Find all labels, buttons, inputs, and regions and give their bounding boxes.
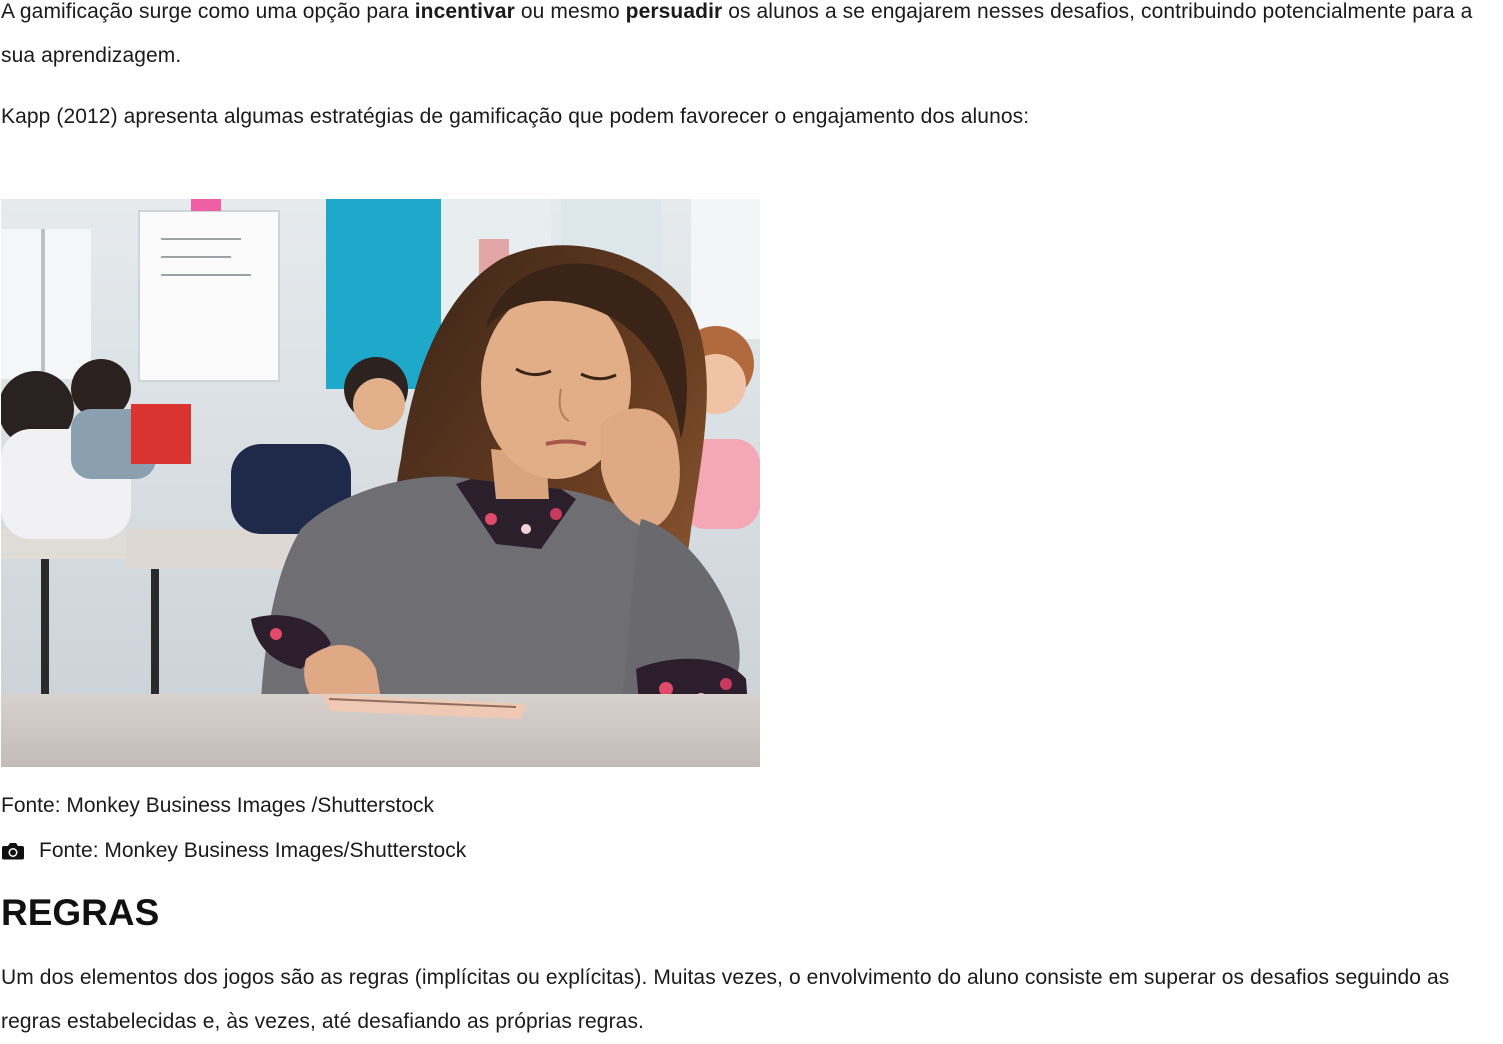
intro-bold-incentivar: incentivar xyxy=(414,0,515,23)
kapp-paragraph: Kapp (2012) apresenta algumas estratégias de gamificação que podem favorecer o engajamento dos alunos: xyxy=(1,105,1030,128)
intro-text-2: ou mesmo xyxy=(514,0,626,23)
section-title: REGRAS xyxy=(1,892,160,933)
bored-student-illustration xyxy=(1,199,760,767)
camera-icon xyxy=(1,842,25,860)
intro-text-3: os alunos a se engajarem nesses desafios, contribuindo potencialmente para a sua aprendizagem. xyxy=(1,0,1473,67)
figure-credit-text: Fonte: Monkey Business Images/Shutterstock xyxy=(39,839,467,862)
figure-caption: Fonte: Monkey Business Images /Shutterstock xyxy=(1,794,435,817)
intro-text-1: A gamificação surge como uma opção para xyxy=(1,0,415,23)
classroom-photo xyxy=(1,199,760,767)
figure-credit xyxy=(1,829,466,873)
regras-paragraph: Um dos elementos dos jogos são as regras (implícitas ou explícitas). Muitas vezes, o envolvimento do aluno consiste em superar os desafios seguindo as regras estabelecidas e, às vezes, até desafiando as próprias regras. xyxy=(1,966,1450,1033)
intro-bold-persuadir: persuadir xyxy=(625,0,723,23)
intro-paragraph xyxy=(1,0,1501,78)
